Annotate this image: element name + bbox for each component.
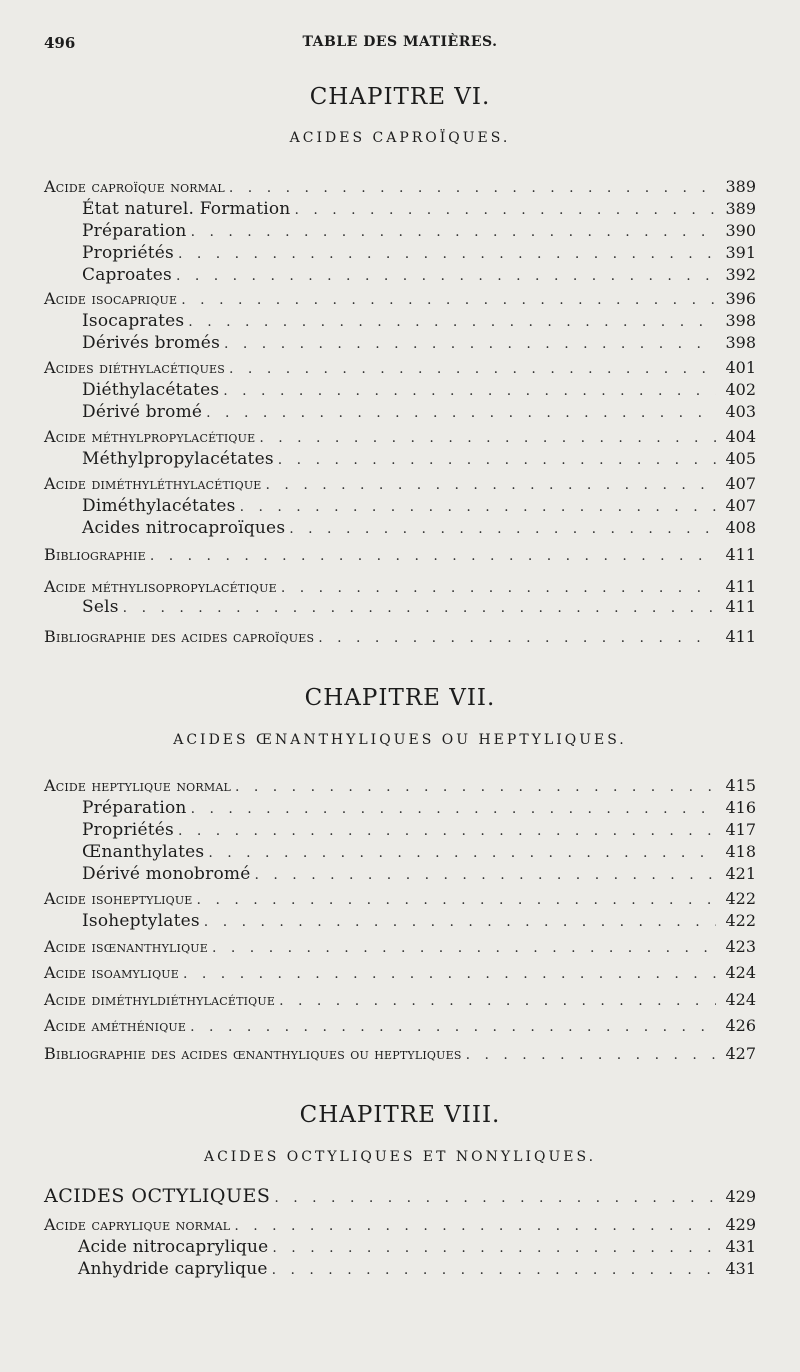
entry-label: Dérivés bromés bbox=[82, 333, 220, 353]
toc-entry bbox=[44, 1215, 756, 1237]
entry-page: 407 bbox=[725, 474, 756, 493]
toc-entry bbox=[82, 265, 756, 287]
dot-leader bbox=[206, 405, 716, 421]
toc-entry bbox=[44, 1185, 756, 1207]
entry-label: Isocaprates bbox=[82, 311, 185, 331]
dot-leader bbox=[229, 361, 716, 377]
entry-page: 411 bbox=[725, 627, 756, 646]
dot-leader bbox=[281, 580, 716, 596]
toc-entry bbox=[44, 627, 756, 649]
entry-page: 407 bbox=[725, 496, 756, 515]
entry-page: 405 bbox=[725, 449, 756, 468]
entry-page: 411 bbox=[725, 545, 756, 564]
dot-leader bbox=[183, 966, 716, 982]
entry-label: Dérivé monobromé bbox=[82, 864, 251, 884]
toc-entry bbox=[44, 889, 756, 911]
entry-page: 418 bbox=[725, 842, 756, 861]
entry-label: Acide isocaprique bbox=[44, 289, 178, 308]
toc-entry bbox=[82, 864, 756, 886]
toc-entry bbox=[44, 1044, 756, 1066]
entry-label: Propriétés bbox=[82, 820, 174, 840]
dot-leader bbox=[190, 1019, 716, 1035]
toc-entry bbox=[44, 963, 756, 985]
dot-leader bbox=[150, 548, 716, 564]
toc-entry bbox=[82, 518, 756, 540]
dot-leader bbox=[294, 202, 716, 218]
dot-leader bbox=[234, 1218, 716, 1234]
entry-label: Acide améthénique bbox=[44, 1016, 187, 1035]
entry-page: 415 bbox=[725, 776, 756, 795]
entry-label: Bibliographie des acides œnanthyliques ou heptyliques bbox=[44, 1044, 462, 1063]
entry-page: 427 bbox=[725, 1044, 756, 1063]
entry-page: 431 bbox=[725, 1259, 756, 1278]
entry-page: 398 bbox=[725, 311, 756, 330]
entry-page: 424 bbox=[725, 963, 756, 982]
entry-label: Préparation bbox=[82, 221, 187, 241]
entry-label: Acide nitrocaprylique bbox=[78, 1237, 269, 1257]
entry-label: Acide isœnanthylique bbox=[44, 937, 208, 956]
toc-entry bbox=[44, 1016, 756, 1038]
entry-page: 392 bbox=[725, 265, 756, 284]
toc-entry bbox=[78, 1259, 756, 1281]
entry-page: 389 bbox=[725, 199, 756, 218]
toc-entry bbox=[82, 597, 756, 619]
entry-label: Œnanthylates bbox=[82, 842, 205, 862]
toc-entry bbox=[44, 776, 756, 798]
toc-entry bbox=[44, 289, 756, 311]
entry-page: 424 bbox=[725, 990, 756, 1009]
toc-entry bbox=[44, 990, 756, 1012]
entry-label: Bibliographie des acides caproïques bbox=[44, 627, 315, 646]
dot-leader bbox=[272, 1262, 716, 1278]
entry-page: 396 bbox=[725, 289, 756, 308]
toc-entry bbox=[44, 474, 756, 496]
entry-page: 411 bbox=[725, 597, 756, 616]
entry-label: Acide isoheptylique bbox=[44, 889, 193, 908]
dot-leader bbox=[188, 314, 716, 330]
dot-leader bbox=[176, 268, 716, 284]
entry-label: Anhydride caprylique bbox=[78, 1259, 268, 1279]
toc-entry bbox=[82, 311, 756, 333]
entry-label: Acide caproïque normal bbox=[44, 177, 225, 196]
toc-entry bbox=[82, 911, 756, 933]
entry-label: Diéthylacétates bbox=[82, 380, 220, 400]
entry-label: Diméthylacétates bbox=[82, 496, 236, 516]
dot-leader bbox=[178, 823, 716, 839]
dot-leader bbox=[274, 1190, 716, 1206]
entry-label: Acide méthylpropylacétique bbox=[44, 427, 256, 446]
entry-page: 426 bbox=[725, 1016, 756, 1035]
entry-label: Sels bbox=[82, 597, 119, 617]
entry-label: Acide diméthyléthylacétique bbox=[44, 474, 262, 493]
chapter-title: CHAPITRE VI. bbox=[309, 84, 491, 110]
dot-leader bbox=[318, 630, 716, 646]
toc-entry bbox=[82, 199, 756, 221]
entry-page: 401 bbox=[725, 358, 756, 377]
toc-entry bbox=[82, 820, 756, 842]
running-title: TABLE DES MATIÈRES. bbox=[302, 34, 498, 50]
entry-label: Dérivé bromé bbox=[82, 402, 203, 422]
dot-leader bbox=[191, 224, 716, 240]
dot-leader bbox=[191, 801, 716, 817]
chapter-subtitle: ACIDES OCTYLIQUES ET NONYLIQUES. bbox=[203, 1149, 597, 1165]
entry-page: 416 bbox=[725, 798, 756, 817]
entry-page: 398 bbox=[725, 333, 756, 352]
entry-label: Méthylpropylacétates bbox=[82, 449, 274, 469]
toc-entry bbox=[82, 402, 756, 424]
dot-leader bbox=[289, 521, 716, 537]
toc-entry bbox=[44, 177, 756, 199]
dot-leader bbox=[466, 1047, 716, 1063]
entry-page: 404 bbox=[725, 427, 756, 446]
dot-leader bbox=[123, 600, 716, 616]
entry-page: 389 bbox=[725, 177, 756, 196]
dot-leader bbox=[240, 499, 716, 515]
dot-leader bbox=[197, 892, 716, 908]
entry-page: 429 bbox=[725, 1187, 756, 1206]
entry-label: Acide diméthyldiéthylacétique bbox=[44, 990, 276, 1009]
entry-page: 408 bbox=[725, 518, 756, 537]
dot-leader bbox=[279, 993, 716, 1009]
entry-label: Acide isoamylique bbox=[44, 963, 179, 982]
entry-label: Caproates bbox=[82, 265, 172, 285]
entry-page: 411 bbox=[725, 577, 756, 596]
entry-page: 417 bbox=[725, 820, 756, 839]
entry-label: ACIDES OCTYLIQUES bbox=[44, 1185, 271, 1207]
chapter-subtitle: ACIDES CAPROÏQUES. bbox=[289, 130, 511, 146]
toc-entry bbox=[82, 221, 756, 243]
dot-leader bbox=[224, 336, 716, 352]
dot-leader bbox=[272, 1240, 716, 1256]
dot-leader bbox=[259, 430, 716, 446]
toc-entry bbox=[82, 380, 756, 402]
toc-entry bbox=[44, 937, 756, 959]
entry-label: Bibliographie bbox=[44, 545, 146, 564]
dot-leader bbox=[235, 779, 716, 795]
dot-leader bbox=[278, 452, 716, 468]
toc-entry bbox=[82, 243, 756, 265]
entry-page: 403 bbox=[725, 402, 756, 421]
toc-entry bbox=[44, 427, 756, 449]
dot-leader bbox=[266, 477, 716, 493]
dot-leader bbox=[181, 292, 716, 308]
toc-entry bbox=[82, 798, 756, 820]
toc-entry bbox=[82, 496, 756, 518]
toc-entry bbox=[82, 842, 756, 864]
toc-entry bbox=[82, 333, 756, 355]
entry-page: 390 bbox=[725, 221, 756, 240]
chapter-title: CHAPITRE VIII. bbox=[299, 1102, 501, 1128]
entry-page: 423 bbox=[725, 937, 756, 956]
entry-label: Acides diéthylacétiques bbox=[44, 358, 226, 377]
chapter-subtitle: ACIDES ŒNANTHYLIQUES OU HEPTYLIQUES. bbox=[173, 732, 627, 748]
entry-label: Acide caprylique normal bbox=[44, 1215, 231, 1234]
entry-page: 422 bbox=[725, 911, 756, 930]
toc-entry bbox=[82, 449, 756, 471]
entry-page: 421 bbox=[725, 864, 756, 883]
toc-entry bbox=[78, 1237, 756, 1259]
toc-entry bbox=[44, 577, 756, 599]
entry-page: 391 bbox=[725, 243, 756, 262]
entry-page: 422 bbox=[725, 889, 756, 908]
entry-page: 429 bbox=[725, 1215, 756, 1234]
dot-leader bbox=[178, 246, 716, 262]
entry-label: État naturel. Formation bbox=[82, 199, 291, 219]
toc-entry bbox=[44, 358, 756, 380]
dot-leader bbox=[204, 914, 716, 930]
entry-page: 431 bbox=[725, 1237, 756, 1256]
page-number: 496 bbox=[44, 34, 76, 52]
entry-label: Acide méthylisopropylacétique bbox=[44, 577, 277, 596]
dot-leader bbox=[208, 845, 716, 861]
entry-label: Isoheptylates bbox=[82, 911, 200, 931]
entry-page: 402 bbox=[725, 380, 756, 399]
chapter-title: CHAPITRE VII. bbox=[304, 685, 496, 711]
dot-leader bbox=[212, 940, 716, 956]
dot-leader bbox=[229, 180, 716, 196]
toc-entry bbox=[44, 545, 756, 567]
dot-leader bbox=[255, 867, 717, 883]
running-header bbox=[44, 34, 756, 56]
entry-label: Propriétés bbox=[82, 243, 174, 263]
entry-label: Acide heptylique normal bbox=[44, 776, 231, 795]
entry-label: Acides nitrocaproïques bbox=[82, 518, 286, 538]
dot-leader bbox=[223, 383, 716, 399]
entry-label: Préparation bbox=[82, 798, 187, 818]
